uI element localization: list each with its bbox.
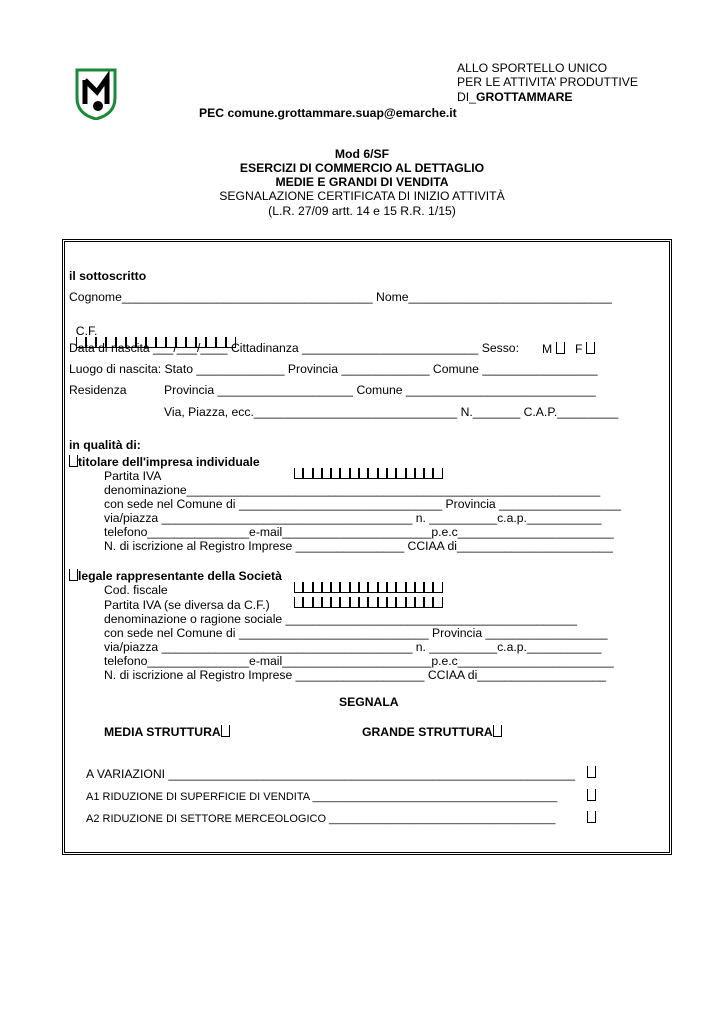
titolare-checkbox[interactable] xyxy=(69,455,78,467)
legale-label: legale rappresentante della Società xyxy=(78,569,282,583)
qualita-label: in qualità di: xyxy=(69,438,141,452)
header-line-3 xyxy=(457,91,573,103)
grande-struttura-checkbox[interactable] xyxy=(493,725,502,737)
grande-struttura-option[interactable] xyxy=(362,725,502,738)
legale-piva-label: Partita IVA (se diversa da C.F.) xyxy=(104,598,270,612)
sesso-f-label: F xyxy=(575,342,583,356)
mod-number: Mod 6/SF xyxy=(334,147,390,161)
char-box[interactable] xyxy=(396,582,405,593)
char-box[interactable] xyxy=(350,582,359,593)
char-box[interactable] xyxy=(340,582,349,593)
char-box[interactable] xyxy=(396,597,405,608)
sesso-f-checkbox[interactable] xyxy=(586,342,595,354)
char-box[interactable] xyxy=(294,582,303,593)
variazioni-checkbox[interactable] xyxy=(587,766,596,778)
char-box[interactable] xyxy=(387,582,396,593)
char-box[interactable] xyxy=(350,468,359,479)
char-box[interactable] xyxy=(331,582,340,593)
char-box[interactable] xyxy=(424,597,433,608)
char-box[interactable] xyxy=(433,597,442,608)
residenza-provincia-field[interactable]: Provincia ____________________ Comune ____________________________ xyxy=(164,383,596,397)
a1-checkbox[interactable] xyxy=(587,789,596,801)
char-box[interactable] xyxy=(433,468,442,479)
char-box[interactable] xyxy=(313,582,322,593)
title-line-1: ESERCIZI DI COMMERCIO AL DETTAGLIO xyxy=(239,161,485,175)
sottoscritto-label: il sottoscritto xyxy=(69,269,147,283)
sesso-f[interactable] xyxy=(575,342,595,355)
char-box[interactable] xyxy=(415,582,424,593)
titolare-telefono-field[interactable]: telefono_______________e-mail______________________p.e.c_______________________ xyxy=(104,525,614,539)
legale-registro-field[interactable]: N. di iscrizione al Registro Imprese ___________________ CCIAA di___________________ xyxy=(104,668,607,682)
legale-cf-boxes[interactable] xyxy=(294,582,443,594)
residenza-via-field[interactable]: Via, Piazza, ecc.______________________________ N._______ C.A.P._________ xyxy=(164,405,619,419)
char-box[interactable] xyxy=(406,468,415,479)
char-box[interactable] xyxy=(368,582,377,593)
title-line-2: MEDIE E GRANDI DI VENDITA xyxy=(275,175,449,189)
titolare-registro-field[interactable]: N. di iscrizione al Registro Imprese ________________ CCIAA di_______________________ xyxy=(104,539,613,553)
residenza-label: Residenza xyxy=(69,383,127,397)
sesso-m-checkbox[interactable] xyxy=(556,342,565,354)
header-line-2: PER LE ATTIVITA’ PRODUTTIVE xyxy=(457,75,639,89)
a1-field[interactable]: A1 RIDUZIONE DI SUPERFICIE DI VENDITA ________________________________________ xyxy=(86,791,558,803)
char-box[interactable] xyxy=(294,468,303,479)
char-box[interactable] xyxy=(378,582,387,593)
titolare-piva-boxes[interactable] xyxy=(294,468,443,480)
header-line-3-prefix: DI_ xyxy=(457,90,476,104)
segnala-heading: SEGNALA xyxy=(339,695,399,709)
titolare-label: titolare dell'impresa individuale xyxy=(78,455,260,469)
variazioni-field[interactable]: A VARIAZIONI ____________________________________________________________ xyxy=(86,767,576,781)
char-box[interactable] xyxy=(303,582,312,593)
titolare-sede-field[interactable]: con sede nel Comune di ______________________________ Provincia __________________ xyxy=(104,497,622,511)
char-box[interactable] xyxy=(359,597,368,608)
title-line-4: (L.R. 27/09 artt. 14 e 15 R.R. 1/15) xyxy=(268,204,456,218)
legale-sede-field[interactable]: con sede nel Comune di ____________________________ Provincia __________________ xyxy=(104,626,608,640)
titolare-option[interactable] xyxy=(69,455,260,468)
char-box[interactable] xyxy=(322,582,331,593)
char-box[interactable] xyxy=(433,582,442,593)
titolare-via-field[interactable]: via/piazza _____________________________________ n. __________c.a.p.___________ xyxy=(104,511,602,525)
region-logo xyxy=(75,68,117,120)
char-box[interactable] xyxy=(368,597,377,608)
char-box[interactable] xyxy=(368,468,377,479)
a2-field[interactable]: A2 RIDUZIONE DI SETTORE MERCEOLOGICO _____________________________________ xyxy=(86,813,556,825)
media-struttura-checkbox[interactable] xyxy=(221,725,230,737)
char-box[interactable] xyxy=(322,597,331,608)
char-box[interactable] xyxy=(359,468,368,479)
char-box[interactable] xyxy=(350,597,359,608)
char-box[interactable] xyxy=(415,468,424,479)
legale-option[interactable] xyxy=(69,569,282,582)
titolare-denominazione-field[interactable]: denominazione_____________________________________________________________ xyxy=(104,483,601,497)
char-box[interactable] xyxy=(424,468,433,479)
luogo-field[interactable]: Luogo di nascita: Stato _____________ Provincia _____________ Comune _________________ xyxy=(69,362,598,376)
char-box[interactable] xyxy=(424,582,433,593)
char-box[interactable] xyxy=(294,597,303,608)
char-box[interactable] xyxy=(313,468,322,479)
char-box[interactable] xyxy=(331,468,340,479)
char-box[interactable] xyxy=(415,597,424,608)
char-box[interactable] xyxy=(387,597,396,608)
nascita-field[interactable]: Data di nascita ___/___/____ Cittadinanza __________________________ Sesso: xyxy=(69,341,519,355)
cf-label: C.F. xyxy=(75,324,98,339)
char-box[interactable] xyxy=(387,468,396,479)
titolare-piva-label: Partita IVA xyxy=(104,469,162,483)
char-box[interactable] xyxy=(396,468,405,479)
char-box[interactable] xyxy=(303,597,312,608)
a2-checkbox[interactable] xyxy=(587,811,596,823)
legale-via-field[interactable]: via/piazza _____________________________________ n. __________c.a.p.___________ xyxy=(104,640,602,654)
char-box[interactable] xyxy=(406,582,415,593)
header-line-1: ALLO SPORTELLO UNICO xyxy=(457,61,608,75)
title-line-3: SEGNALAZIONE CERTIFICATA DI INIZIO ATTIVITÀ xyxy=(219,189,505,203)
char-box[interactable] xyxy=(378,468,387,479)
city-name: GROTTAMMARE xyxy=(475,90,573,104)
char-box[interactable] xyxy=(322,468,331,479)
char-box[interactable] xyxy=(406,597,415,608)
pec-address: PEC comune.grottammare.suap@emarche.it xyxy=(199,106,457,120)
media-struttura-label: MEDIA STRUTTURA xyxy=(104,725,221,739)
legale-cf-label: Cod. fiscale xyxy=(104,583,168,597)
sesso-m[interactable] xyxy=(542,342,565,355)
legale-telefono-field[interactable]: telefono_______________e-mail______________________p.e.c_______________________ xyxy=(104,654,614,668)
legale-checkbox[interactable] xyxy=(69,569,78,581)
char-box[interactable] xyxy=(331,597,340,608)
char-box[interactable] xyxy=(359,582,368,593)
char-box[interactable] xyxy=(340,468,349,479)
char-box[interactable] xyxy=(303,468,312,479)
char-box[interactable] xyxy=(378,597,387,608)
cognome-nome-field[interactable]: Cognome_____________________________________ Nome______________________________ xyxy=(69,290,612,304)
sesso-m-label: M xyxy=(542,342,553,356)
grande-struttura-label: GRANDE STRUTTURA xyxy=(362,725,493,739)
legale-piva-boxes[interactable] xyxy=(294,597,443,609)
char-box[interactable] xyxy=(313,597,322,608)
char-box[interactable] xyxy=(340,597,349,608)
media-struttura-option[interactable] xyxy=(104,725,230,738)
legale-denominazione-field[interactable]: denominazione o ragione sociale ___________________________________________ xyxy=(104,612,578,626)
